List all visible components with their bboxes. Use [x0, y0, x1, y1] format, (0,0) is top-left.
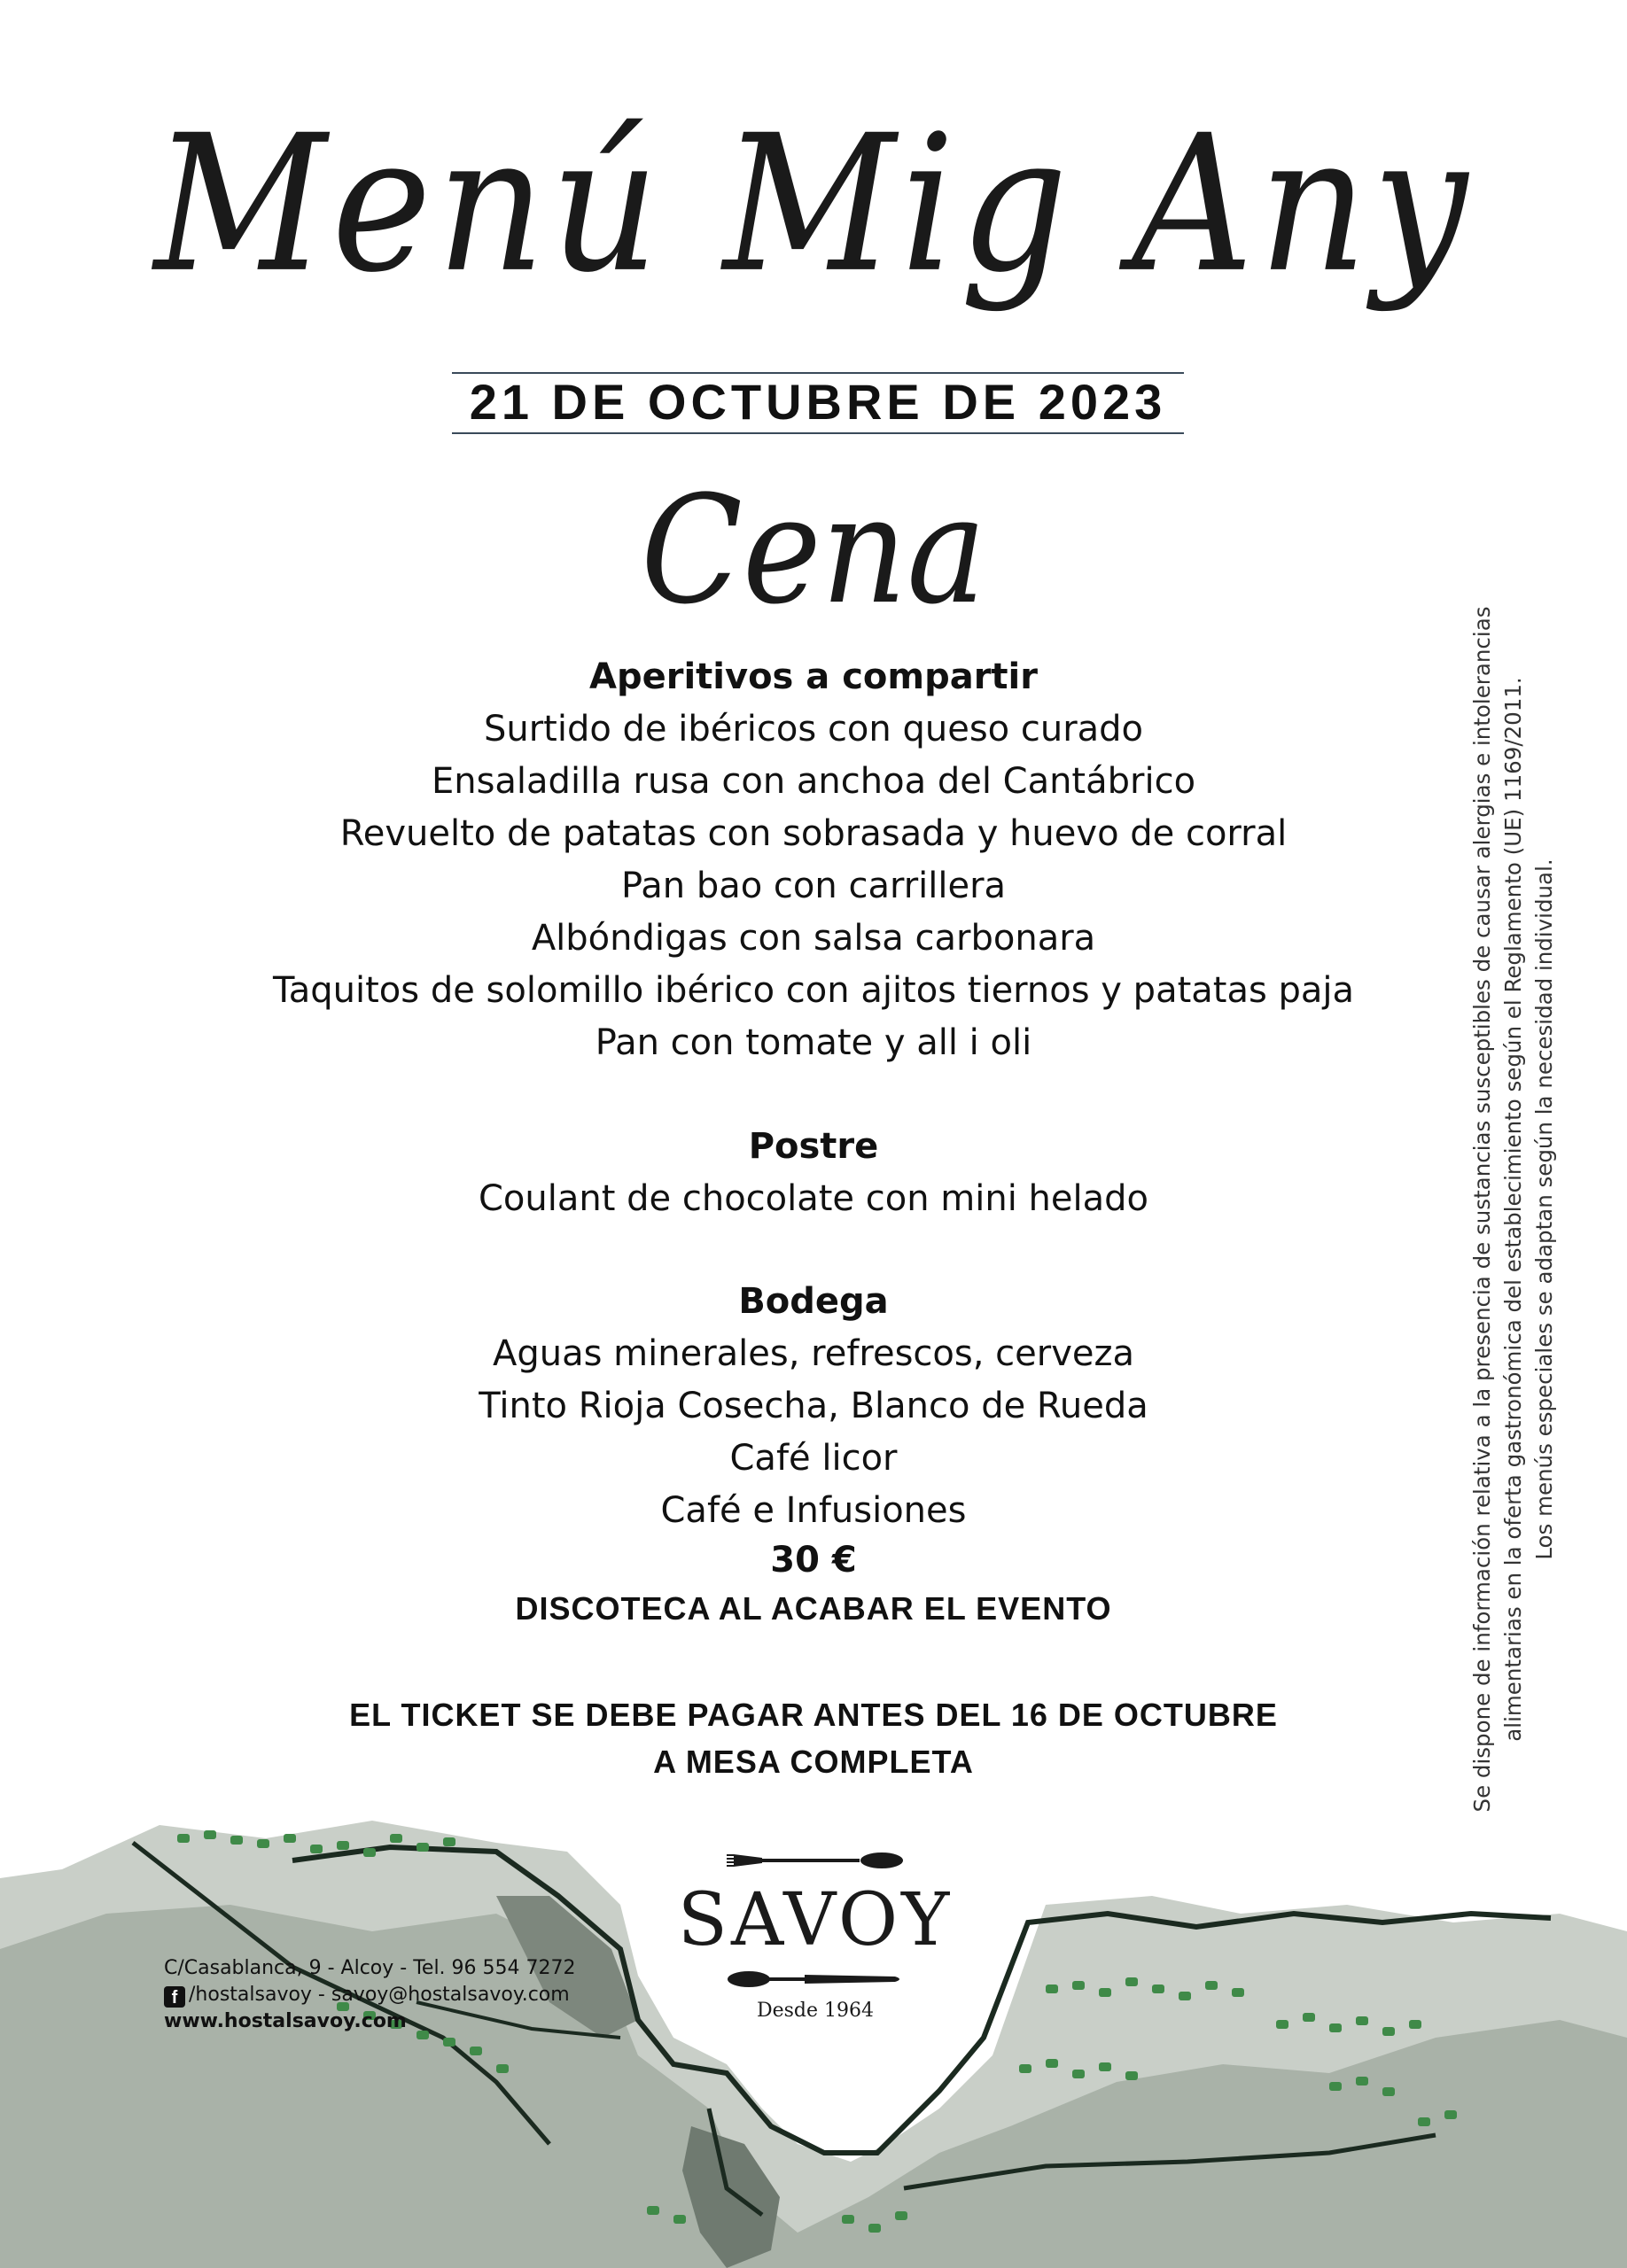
- section-aperitivos: [0, 651, 1627, 1069]
- menu-title: Menú Mig Any: [153, 94, 1474, 315]
- menu-item: Pan bao con carrillera: [620, 866, 1007, 906]
- section-heading: Postre: [748, 1126, 879, 1167]
- brand-since: Desde 1964: [756, 2000, 875, 2022]
- disco-note: DISCOTECA AL ACABAR EL EVENTO: [515, 1590, 1112, 1627]
- savoy-logo: [620, 1847, 1010, 2022]
- contact-address: C/Casablanca, 9 - Alcoy - Tel. 96 554 7272: [164, 1957, 576, 1979]
- event-date: 21 DE OCTUBRE DE 2023: [469, 374, 1167, 430]
- menu-item: Ensaladilla rusa con anchoa del Cantábrico: [431, 761, 1196, 802]
- menu-item: Revuelto de patatas con sobrasada y huevo de corral: [339, 813, 1288, 854]
- contact-block: [164, 1955, 576, 2035]
- ticket-note-line1: EL TICKET SE DEBE PAGAR ANTES DEL 16 DE OCTUBRE: [349, 1697, 1278, 1733]
- contact-website[interactable]: www.hostalsavoy.com: [164, 2010, 407, 2032]
- allergy-line: alimentarias en la oferta gastronómica del establecimiento según el Reglamento (UE) 1169/2011.: [1500, 677, 1526, 1742]
- knife-icon: [727, 1966, 904, 1992]
- contact-social-row: [164, 1982, 576, 2008]
- menu-item: Tinto Rioja Cosecha, Blanco de Rueda: [479, 1386, 1148, 1426]
- menu-item: Café licor: [729, 1438, 898, 1479]
- ticket-note-line2: A MESA COMPLETA: [653, 1744, 974, 1780]
- contact-social[interactable]: /hostalsavoy - savoy@hostalsavoy.com: [189, 1984, 570, 2006]
- menu-item: Albóndigas con salsa carbonara: [531, 918, 1096, 959]
- menu-item: Aguas minerales, refrescos, cerveza: [492, 1333, 1134, 1374]
- section-postre: [0, 1121, 1627, 1225]
- fork-icon: [727, 1847, 904, 1874]
- section-bodega: [0, 1276, 1627, 1537]
- section-heading: Bodega: [738, 1281, 889, 1322]
- menu-price: 30 €: [770, 1540, 857, 1581]
- allergy-line: Se dispone de información relativa a la presencia de sustancias susceptibles de causar alergias e intolerancias: [1469, 606, 1495, 1813]
- section-heading: Aperitivos a compartir: [589, 656, 1038, 697]
- facebook-icon[interactable]: f: [164, 1986, 185, 2008]
- menu-item: Pan con tomate y all i oli: [595, 1022, 1032, 1063]
- event-date-block: [452, 372, 1184, 430]
- menu-item: Café e Infusiones: [660, 1490, 967, 1531]
- brand-name: SAVOY: [677, 1878, 954, 1962]
- menu-item: Surtido de ibéricos con queso curado: [483, 709, 1144, 750]
- allergy-notice: [1467, 567, 1560, 1852]
- allergy-line: Los menús especiales se adaptan según la necesidad individual.: [1531, 858, 1557, 1560]
- date-rule-bottom: [452, 432, 1184, 434]
- menu-item: Taquitos de solomillo ibérico con ajitos tiernos y patatas paja: [272, 970, 1355, 1011]
- menu-item: Coulant de chocolate con mini helado: [479, 1178, 1148, 1219]
- menu-subtitle: Cena: [641, 464, 986, 638]
